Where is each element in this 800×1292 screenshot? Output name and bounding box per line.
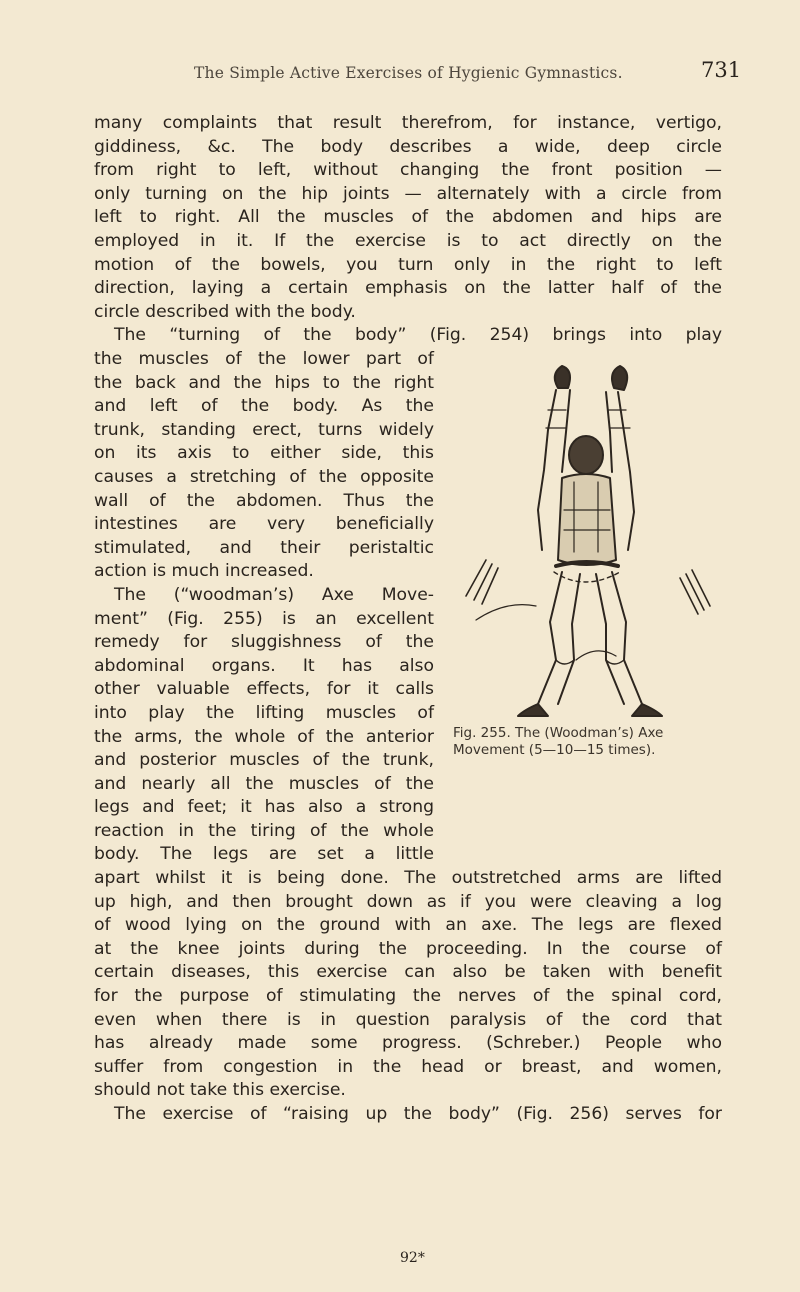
text-line: causes a stretching of the opposite: [94, 466, 434, 487]
text-line: the arms, the whole of the anterior: [94, 726, 434, 747]
text-line: many complaints that result therefrom, for instance, vertigo,: [94, 113, 722, 133]
text-line: of wood lying on the ground with an axe. The legs are flexed: [94, 915, 722, 936]
text-line: the muscles of the lower part of: [94, 349, 434, 369]
text-line: the back and the hips to the right: [94, 372, 434, 393]
running-head: The Simple Active Exercises of Hygienic Gymnastics.: [194, 64, 623, 82]
text-line: reaction in the tiring of the whole: [94, 820, 434, 841]
text-line: wall of the abdomen. Thus the: [94, 490, 434, 511]
paragraph-bottom: [94, 867, 722, 1127]
text-line: and posterior muscles of the trunk,: [94, 750, 434, 771]
text-line: has already made some progress. (Schreber.) People who: [94, 1033, 722, 1054]
text-line: intestines are very beneficially: [94, 514, 434, 535]
text-line: circle described with the body.: [94, 301, 356, 322]
text-line: The (“woodman’s) Axe Move-: [114, 584, 434, 605]
text-line: direction, laying a certain emphasis on the latter half of the: [94, 278, 722, 299]
printer-signature: 92*: [400, 1250, 425, 1266]
text-line: stimulated, and their peristaltic: [94, 537, 434, 558]
text-line: motion of the bowels, you turn only in the right to left: [94, 254, 722, 275]
caption-line: Movement (5—10—15 times).: [453, 742, 656, 758]
text-line: giddiness, &c. The body describes a wide, deep circle: [94, 136, 722, 157]
text-line: apart whilst it is being done. The outstretched arms are lifted: [94, 868, 722, 888]
page-number: 731: [701, 58, 742, 82]
text-line: remedy for sluggishness of the: [94, 632, 434, 653]
text-line: action is much increased.: [94, 561, 314, 582]
woodman-illustration: [446, 360, 736, 720]
text-line: trunk, standing erect, turns widely: [94, 419, 434, 440]
text-line: other valuable effects, for it calls: [94, 679, 434, 700]
text-line: The “turning of the body” (Fig. 254) brings into play: [114, 325, 722, 346]
text-line: suffer from congestion in the head or breast, and women,: [94, 1056, 722, 1077]
text-line: from right to left, without changing the front position —: [94, 160, 722, 181]
text-line: up high, and then brought down as if you were cleaving a log: [94, 891, 722, 912]
text-line: and nearly all the muscles of the: [94, 773, 434, 794]
text-line: only turning on the hip joints — alternately with a circle from: [94, 183, 722, 204]
text-line: abdominal organs. It has also: [94, 655, 434, 676]
text-line: and left of the body. As the: [94, 396, 434, 417]
text-line: on its axis to either side, this: [94, 443, 434, 464]
text-line: at the knee joints during the proceeding. In the course of: [94, 938, 722, 959]
text-line: legs and feet; it has also a strong: [94, 797, 434, 818]
text-line: The exercise of “raising up the body” (Fig. 256) serves for: [114, 1103, 722, 1124]
text-line: for the purpose of stimulating the nerves of the spinal cord,: [94, 985, 722, 1006]
paragraph-narrow: [94, 348, 434, 867]
text-line: left to right. All the muscles of the abdomen and hips are: [94, 207, 722, 228]
caption-line: Fig. 255. The (Woodman’s) Axe: [453, 725, 664, 741]
page-header: [0, 58, 800, 88]
text-line: should not take this exercise.: [94, 1080, 346, 1101]
text-line: ment” (Fig. 255) is an excellent: [94, 608, 434, 629]
text-line: employed in it. If the exercise is to act directly on the: [94, 230, 722, 251]
paragraph-top: [94, 112, 722, 348]
text-line: even when there is in question paralysis of the cord that: [94, 1009, 722, 1030]
text-line: body. The legs are set a little: [94, 844, 434, 865]
text-line: certain diseases, this exercise can also be taken with benefit: [94, 962, 722, 983]
text-line: into play the lifting muscles of: [94, 702, 434, 723]
figure-caption: [453, 725, 733, 759]
